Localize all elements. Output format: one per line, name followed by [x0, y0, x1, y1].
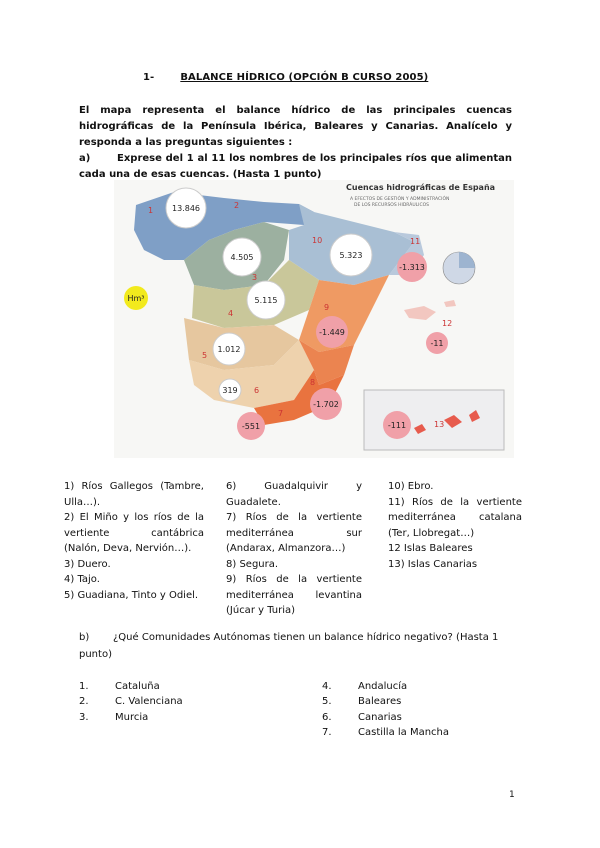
balance-value-guadiana: 1.012	[217, 345, 241, 354]
river-item: 11) Ríos de la vertiente mediterránea catalana (Ter, Llobregat…)	[388, 496, 522, 539]
exercise-title	[143, 72, 428, 83]
question-b	[79, 629, 519, 663]
river-item: 3) Duero.	[64, 558, 111, 570]
list-item-number: 2.	[79, 696, 89, 708]
balance-value-cataluna: -1.313	[399, 263, 425, 272]
question-a	[79, 151, 512, 183]
list-item-number: 5.	[322, 696, 332, 708]
balance-value-canarias: -111	[387, 421, 407, 430]
intro-paragraph: El mapa representa el balance hídrico de las principales cuencas hidrográficas de la Península Ibérica, Baleares y Canarias. Analícelo y responda a las preguntas siguientes :	[79, 105, 512, 148]
balance-value-duero: 4.505	[230, 253, 254, 262]
exercise-title-text: BALANCE HÍDRICO (OPCIÓN B CURSO 2005)	[180, 72, 429, 83]
map-subtitle-1: A EFECTOS DE GESTIÓN Y ADMINISTRACIÓN	[350, 197, 450, 202]
basin-number-7: 7	[278, 409, 284, 418]
river-item: 6) Guadalquivir y Guadalete.	[226, 481, 362, 508]
list-item-number: 7.	[322, 727, 332, 739]
river-item: 13) Islas Canarias	[388, 558, 478, 570]
balance-value-guadalquivir: 319	[222, 386, 238, 395]
page-number: 1	[509, 790, 515, 800]
hydrographic-basins-map	[114, 180, 514, 458]
list-item-number: 1.	[79, 681, 89, 692]
basin-number-9: 9	[324, 303, 330, 312]
balance-value-galicia: 13.846	[172, 204, 200, 213]
basin-number-3: 3	[252, 273, 258, 282]
basin-number-2: 2	[234, 201, 240, 210]
question-a-text: Exprese del 1 al 11 los nombres de los principales ríos que alimentan cada una de esas cuencas. (Hasta 1 punto)	[79, 153, 512, 180]
list-item	[322, 725, 449, 740]
river-item: 2) El Miño y los ríos de la vertiente cantábrica (Nalón, Deva, Nervión…).	[64, 512, 204, 554]
list-item	[79, 679, 183, 694]
list-item-name: C. Valenciana	[115, 696, 183, 708]
river-item: 7) Ríos de la vertiente mediterránea sur (Andarax, Almanzora…)	[226, 512, 362, 554]
river-item: 4) Tajo.	[64, 574, 100, 585]
basin-number-5: 5	[202, 351, 208, 360]
unit-label: Hm³	[127, 294, 145, 303]
river-item: 5) Guadiana, Tinto y Odiel.	[64, 589, 199, 601]
river-item: 1) Ríos Gallegos (Tambre, Ulla…).	[64, 481, 204, 508]
basin-number-4: 4	[228, 309, 234, 318]
list-item-name: Canarias	[358, 711, 402, 723]
basin-number-13: 13	[434, 420, 445, 429]
map-title: Cuencas hidrográficas de España	[346, 183, 496, 192]
list-item-number: 6.	[322, 711, 332, 723]
question-a-label: a)	[79, 153, 91, 164]
question-b-text: ¿Qué Comunidades Autónomas tienen un balance hídrico negativo? (Hasta 1 punto)	[79, 632, 499, 660]
list-item-name: Castilla la Mancha	[358, 727, 450, 739]
basin-number-6: 6	[254, 386, 260, 395]
list-item-name: Murcia	[115, 711, 149, 723]
balance-value-baleares: -11	[430, 339, 444, 348]
river-item: 10) Ebro.	[388, 481, 434, 492]
rivers-column-2	[226, 479, 362, 619]
basin-number-8: 8	[310, 378, 316, 387]
rivers-column-1	[64, 479, 204, 603]
basin-number-12: 12	[442, 319, 453, 328]
map-subtitle-2: DE LOS RECURSOS HIDRÁULICOS	[354, 203, 429, 208]
list-item	[322, 694, 449, 709]
balance-value-sur: -551	[241, 422, 261, 431]
balance-value-ebro: 5.323	[339, 251, 363, 260]
balance-value-tajo: 5.115	[254, 296, 278, 305]
river-item: 8) Segura.	[226, 558, 279, 570]
list-item-number: 3.	[79, 711, 89, 723]
question-b-label: b)	[79, 632, 90, 643]
exercise-number: 1-	[143, 72, 155, 83]
communities-list-left	[79, 679, 183, 725]
river-item: 12 Islas Baleares	[388, 543, 473, 554]
list-item	[79, 694, 183, 709]
list-item-name: Cataluña	[115, 681, 160, 692]
balance-value-jucar: -1.449	[319, 328, 345, 337]
list-item	[322, 679, 449, 694]
river-item: 9) Ríos de la vertiente mediterránea levantina (Júcar y Turia)	[226, 574, 362, 616]
list-item	[322, 710, 449, 725]
basin-number-1: 1	[148, 206, 154, 215]
list-item	[79, 710, 183, 725]
balance-value-segura: -1.702	[313, 400, 339, 409]
basin-number-10: 10	[312, 236, 323, 245]
list-item-name: Andalucía	[358, 681, 408, 692]
communities-list-right	[322, 679, 449, 741]
list-item-number: 4.	[322, 681, 332, 692]
basin-number-11: 11	[410, 237, 421, 246]
rivers-column-3	[388, 479, 522, 572]
list-item-name: Baleares	[358, 696, 402, 708]
